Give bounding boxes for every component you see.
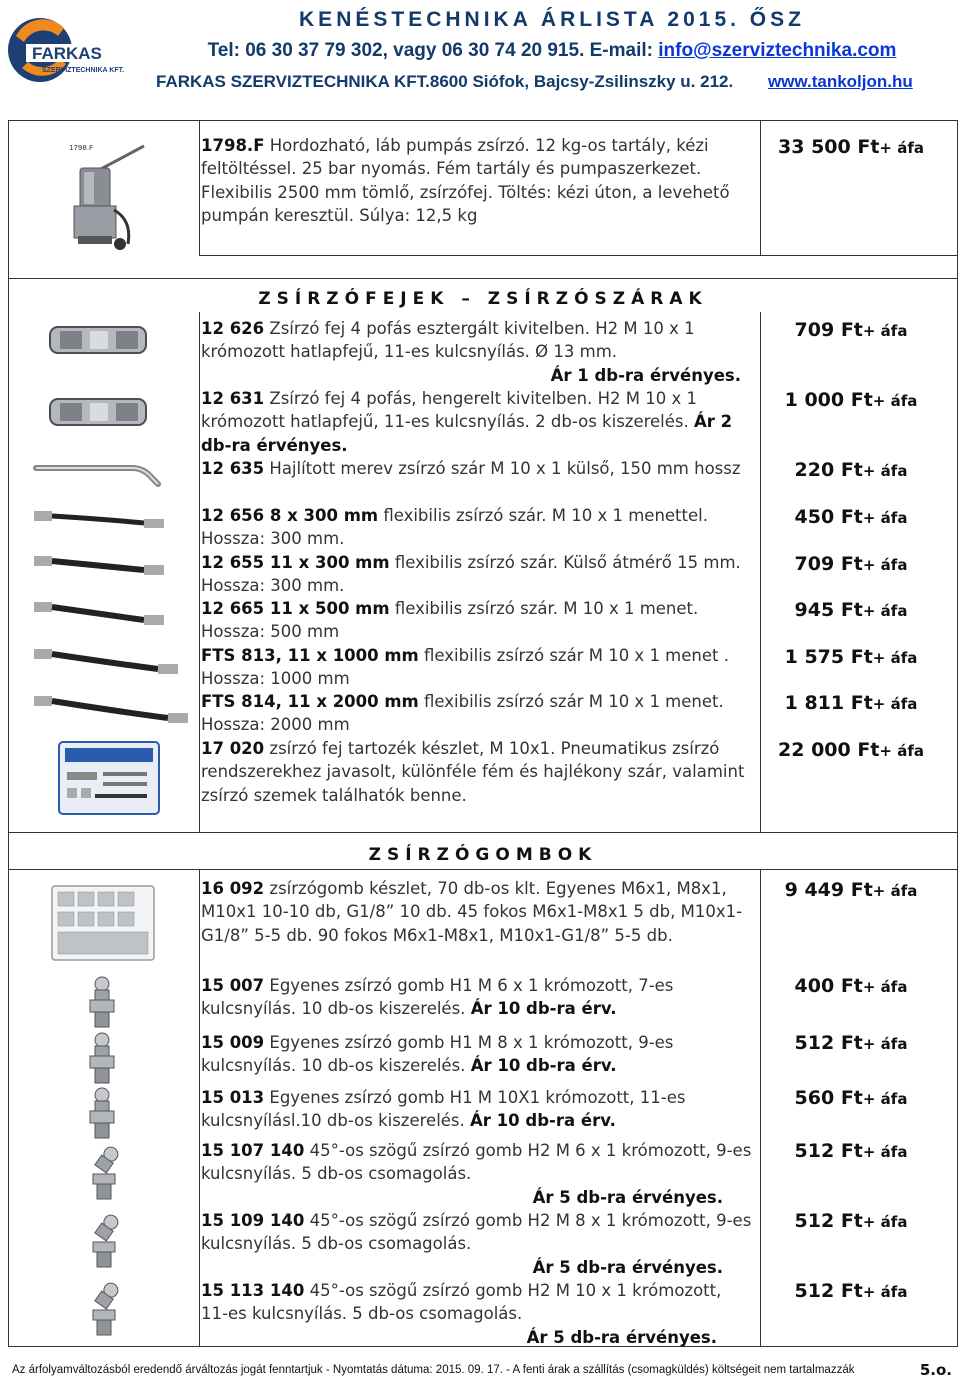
product-code: 15 109 140 (201, 1211, 305, 1230)
vat-label: + áfa (872, 882, 918, 900)
product-code: 12 656 8 x 300 mm (201, 506, 379, 525)
product-code: FTS 814, 11 x 2000 mm (201, 692, 419, 711)
header (150, 8, 954, 92)
vat-label: + áfa (862, 1090, 908, 1108)
product-entry (201, 974, 753, 1021)
price-note: Ár 10 db-ra érv. (470, 1056, 617, 1076)
vat-label: + áfa (879, 742, 924, 760)
vat-label: + áfa (862, 1143, 908, 1161)
page-number: 5.o. (919, 1361, 952, 1379)
vat-label: + áfa (879, 139, 924, 157)
price-note: Ár 10 db-ra érv. (470, 999, 617, 1019)
price-note: Ár 2 db-ra érvényes. (201, 412, 733, 455)
flex-hose-11x1000-image (32, 643, 182, 679)
section-title-heads: ZSÍRZÓFEJEK – ZSÍRZÓSZÁRAK (258, 289, 708, 309)
price-value: 9 449 Ft (784, 879, 873, 901)
product-entry (201, 644, 753, 691)
price-value: 512 Ft (794, 1032, 863, 1054)
price-value: 220 Ft (794, 459, 863, 481)
price-value: 512 Ft (794, 1210, 863, 1232)
page-title: KENÉSTECHNIKA ÁRLISTA 2015. ŐSZ (299, 8, 805, 31)
price-cell (752, 506, 950, 528)
product-code: 12 631 (201, 389, 265, 408)
product-entry (201, 317, 753, 387)
price-cell (752, 1210, 950, 1232)
product-code: 1798.F (201, 136, 265, 155)
coupler-kit-case-image (55, 738, 165, 820)
footer-note: Az árfolyamváltozásból eredendő árváltozás jogát fenntartjuk - Nyomtatás dátuma: 2015. 09. 17. - A fenti árak a szállítás (csomagküldés) költségeit nem tartalmazzák (12, 1364, 855, 1376)
product-desc: Egyenes zsírzó gomb H1 M 10X1 krómozott, 11-es kulcsnyílásl.10 db-os kiszerelés. (201, 1088, 686, 1131)
price-value: 450 Ft (794, 506, 863, 528)
product-entry (201, 134, 753, 227)
product-desc: flexibilis zsírzó szár M 10 x 1 menet . Hossza: 1000 mm (201, 646, 729, 689)
product-entry (201, 1209, 753, 1279)
product-desc: Hajlított merev zsírzó szár M 10 x 1 külső, 150 mm hossz (269, 459, 741, 478)
product-desc: Hordozható, láb pumpás zsírzó. 12 kg-os tartály, kézi feltöltéssel. 25 bar nyomás. Fém tartály és pumpaszerkezet. Flexibilis 2500 mm tömlő, zsírzófej. Töltés: kézi úton, a levehető pumpán keresztül. Súlya: 12,5 kg (201, 136, 730, 225)
vat-label: + áfa (862, 509, 908, 527)
product-desc: Egyenes zsírzó gomb H1 M 8 x 1 krómozott, 9-es kulcsnyílás. 10 db-os kiszerelés. (201, 1033, 674, 1076)
company-logo (6, 6, 134, 98)
product-entry (201, 1031, 753, 1078)
product-desc: 45°-os szögű zsírzó gomb H2 M 6 x 1 krómozott, 9-es kulcsnyílás. 5 db-os csomagolás. (201, 1141, 752, 1184)
address-line (150, 72, 954, 92)
product-desc: flexibilis zsírzó szár. Külső átmérő 15 mm. Hossza: 300 mm. (201, 553, 741, 596)
section-title-nipples: ZSÍRZÓGOMBOK (368, 845, 598, 865)
price-note: Ár 1 db-ra érvényes. (550, 365, 741, 385)
logo-subtext: SZERVIZTECHNIKA KFT. (42, 67, 125, 74)
price-cell (752, 975, 950, 997)
grease-gun-image (44, 140, 154, 252)
product-code: 17 020 (201, 739, 265, 758)
price-value: 400 Ft (794, 975, 863, 997)
price-value: 33 500 Ft (778, 136, 880, 158)
price-value: 709 Ft (794, 319, 863, 341)
vat-label: + áfa (862, 1035, 908, 1053)
price-cell (752, 646, 950, 668)
price-cell (752, 553, 950, 575)
product-entry (201, 551, 753, 598)
product-desc: 45°-os szögű zsírzó gomb H2 M 8 x 1 krómozott, 9-es kulcsnyílás. 5 db-os csomagolás. (201, 1211, 752, 1254)
product-desc: flexibilis zsírzó szár. M 10 x 1 menettel. Hossza: 300 mm. (201, 506, 708, 549)
grease-coupler-turned-image (44, 317, 154, 363)
product-entry (201, 457, 753, 480)
vat-label: + áfa (862, 462, 908, 480)
email-link[interactable]: info@szerviztechnika.com (658, 40, 897, 61)
product-desc: 45°-os szögű zsírzó gomb H2 M 10 x 1 krómozott, 11-es kulcsnyílás. 5 db-os csomagolás. (201, 1281, 722, 1324)
price-cell (752, 319, 950, 341)
price-cell (752, 1087, 950, 1109)
product-desc: zsírzógomb készlet, 70 db-os klt. Egyenes M6x1, M8x1, M10x1 10-10 db, G1/8” 10 db. 45 fokos M6x1-M8x1 5 db, M10x1-G1/8” 5-5 db. 90 fokos M6x1-M8x1, M10x1-G1/8” 5-5 db. (201, 879, 743, 945)
price-value: 709 Ft (794, 553, 863, 575)
product-entry (201, 877, 753, 947)
product-desc: Zsírzó fej 4 pofás esztergált kivitelben. H2 M 10 x 1 krómozott hatlapfejű, 11-es kulcsnyílás. Ø 13 mm. (201, 319, 695, 362)
straight-nipple-m6-image (82, 975, 122, 1029)
angled-nipple-m8-image (84, 1212, 124, 1270)
vat-label: + áfa (862, 322, 908, 340)
product-code: FTS 813, 11 x 1000 mm (201, 646, 419, 665)
product-entry (201, 1086, 753, 1133)
grease-nipple-kit-image (48, 882, 158, 964)
product-desc: Zsírzó fej 4 pofás, hengerelt kivitelben. H2 M 10 x 1 krómozott hatlapfejű, 11-es kulcsnyílás. 2 db-os kiszerelés. (201, 389, 697, 432)
product-image-label: 1798.F (69, 144, 94, 152)
product-entry (201, 737, 753, 807)
flex-hose-8x300-image (32, 505, 167, 533)
logo-text: FARKAS (32, 44, 102, 63)
price-cell (752, 739, 950, 761)
price-note: Ár 10 db-ra érv. (470, 1111, 616, 1131)
price-value: 512 Ft (794, 1280, 863, 1302)
price-cell (752, 389, 950, 411)
website-link[interactable]: www.tankoljon.hu (767, 72, 913, 91)
product-code: 12 635 (201, 459, 265, 478)
price-value: 1 811 Ft (784, 692, 873, 714)
product-code: 15 007 (201, 976, 265, 995)
price-cell (752, 1032, 950, 1054)
angled-nipple-m10-image (84, 1280, 124, 1338)
contact-line (150, 40, 954, 62)
price-value: 22 000 Ft (778, 739, 880, 761)
product-entry (201, 387, 753, 457)
grease-coupler-rolled-image (44, 389, 154, 435)
vat-label: + áfa (862, 556, 908, 574)
vat-label: + áfa (862, 602, 908, 620)
flex-hose-11x500-image (32, 596, 167, 630)
vat-label: + áfa (872, 695, 918, 713)
product-code: 16 092 (201, 879, 265, 898)
price-cell (752, 459, 950, 481)
straight-nipple-m8-image (82, 1031, 122, 1085)
price-value: 512 Ft (794, 1140, 863, 1162)
product-desc: Egyenes zsírzó gomb H1 M 6 x 1 krómozott, 7-es kulcsnyílás. 10 db-os kiszerelés. (201, 976, 674, 1019)
product-code: 12 626 (201, 319, 265, 338)
vat-label: + áfa (862, 978, 908, 996)
straight-nipple-m10-image (82, 1086, 122, 1140)
product-code: 15 113 140 (201, 1281, 305, 1300)
angled-nipple-m6-image (84, 1144, 124, 1202)
vat-label: + áfa (862, 1283, 908, 1301)
product-code: 15 107 140 (201, 1141, 305, 1160)
vat-label: + áfa (872, 392, 918, 410)
product-entry (201, 1279, 753, 1349)
price-cell (752, 1280, 950, 1302)
product-entry (201, 597, 753, 644)
product-entry (201, 504, 753, 551)
product-code: 15 009 (201, 1033, 265, 1052)
price-cell (752, 136, 950, 158)
address-text: FARKAS SZERVIZTECHNIKA KFT.8600 Siófok, Bajcsy-Zsilinszky u. 212. (156, 72, 734, 91)
price-note: Ár 5 db-ra érvényes. (526, 1327, 717, 1347)
rigid-bent-tube-image (32, 456, 167, 488)
price-value: 1 000 Ft (784, 389, 873, 411)
vat-label: + áfa (862, 1213, 908, 1231)
product-code: 15 013 (201, 1088, 265, 1107)
flex-hose-11x300-image (32, 550, 167, 580)
product-entry (201, 1139, 753, 1209)
price-cell (752, 599, 950, 621)
price-note: Ár 5 db-ra érvényes. (532, 1257, 723, 1277)
product-code: 12 655 11 x 300 mm (201, 553, 390, 572)
flex-hose-11x2000-image (32, 690, 192, 728)
price-cell (752, 879, 950, 901)
product-code: 12 665 11 x 500 mm (201, 599, 390, 618)
price-value: 945 Ft (794, 599, 863, 621)
price-note: Ár 5 db-ra érvényes. (532, 1187, 723, 1207)
phone-text: Tel: 06 30 37 79 302, vagy 06 30 74 20 915. E-mail: (207, 40, 653, 61)
product-desc: flexibilis zsírzó szár. M 10 x 1 menet. Hossza: 500 mm (201, 599, 699, 642)
product-desc: zsírzó fej tartozék készlet, M 10x1. Pneumatikus zsírzó rendszerekhez javasolt, különféle fém és hajlékony szár, valamint zsírzó szemek találhatók benne. (201, 739, 745, 805)
product-entry (201, 690, 753, 737)
price-cell (752, 692, 950, 714)
product-desc: flexibilis zsírzó szár M 10 x 1 menet. Hossza: 2000 mm (201, 692, 724, 735)
price-value: 560 Ft (794, 1087, 863, 1109)
price-cell (752, 1140, 950, 1162)
price-value: 1 575 Ft (784, 646, 873, 668)
vat-label: + áfa (872, 649, 918, 667)
